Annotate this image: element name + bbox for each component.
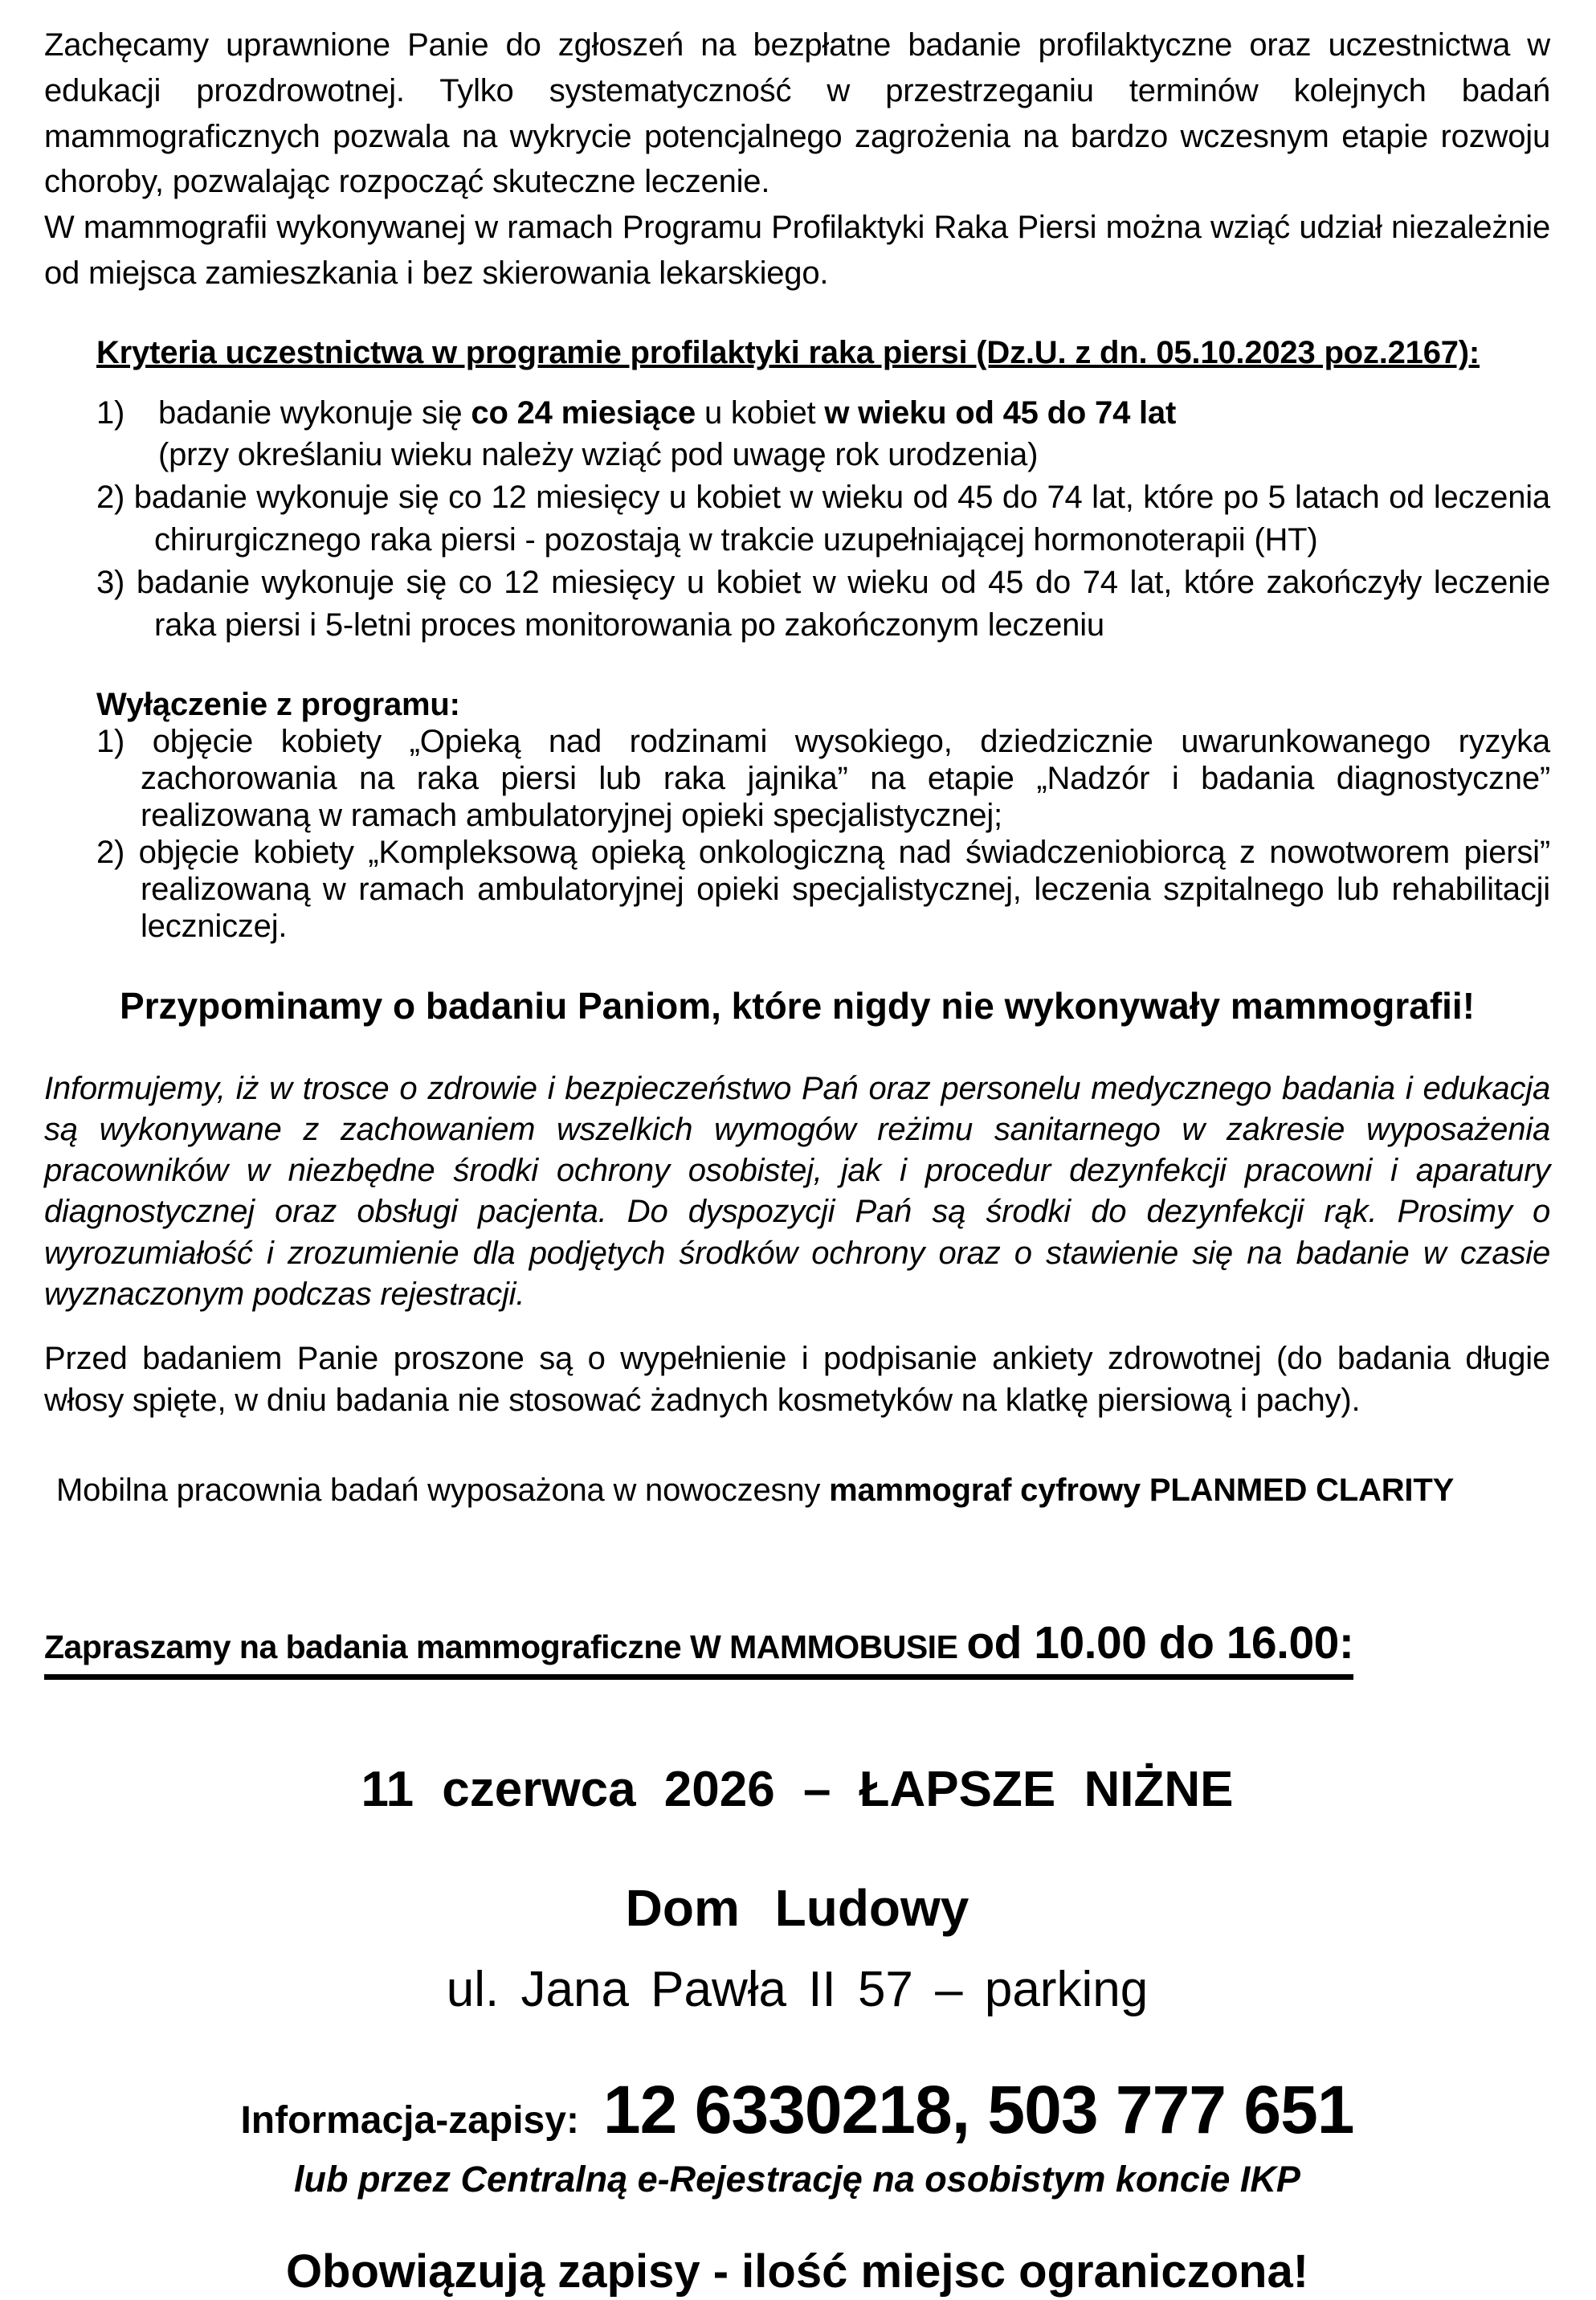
event-address: ul. Jana Pawła II 57 – parking (446, 1961, 1149, 2017)
exclusion-item-1 (96, 723, 1550, 834)
before-exam-paragraph: Przed badaniem Panie proszone są o wypełnienie i podpisanie ankiety zdrowotnej (do badania długie włosy spięte, w dniu badania nie stosować żadnych kosmetyków na klatkę piersiową i pachy). (44, 1340, 1550, 1418)
invitation-hours: od 10.00 do 16.00: (966, 1616, 1354, 1669)
list-marker: 1) (96, 724, 153, 760)
exclusion-item-2-text: objęcie kobiety „Kompleksową opieką onkologiczną nad świadczeniobiorcą z nowotworem piersi” realizowaną w ramach ambulatoryjnej opieki specjalistycznej, leczenia szpitalnego lub rehabilitacji leczniczej. (138, 835, 1550, 945)
event-venue: Dom Ludowy (625, 1879, 969, 1938)
criteria-item-1-text: badanie wykonuje się co 24 miesiące u kobiet w wieku od 45 do 74 lat (158, 394, 1177, 431)
criteria-heading: Kryteria uczestnictwa w programie profilaktyki raka piersi (Dz.U. z dn. 05.10.2023 poz.2167): (96, 334, 1480, 370)
contact-line (44, 2073, 1550, 2147)
contact-label: Informacja-zapisy: (240, 2099, 579, 2143)
registration-required-note: Obowiązują zapisy - ilość miejsc ograniczona! (285, 2245, 1309, 2298)
contact-alt-registration: lub przez Centralną e-Rejestrację na osobistym koncie IKP (294, 2158, 1300, 2200)
criteria-item-3 (96, 562, 1550, 647)
criteria-item-1 (96, 392, 1550, 477)
invitation-prefix: Zapraszamy na badania mammograficzne W MAMMOBUSIE (44, 1628, 967, 1665)
exclusion-item-1-text: objęcie kobiety „Opieką nad rodzinami wysokiego, dziedzicznie uwarunkowanego ryzyka zachorowania na raka piersi lub raka jajnika” na etapie „Nadzór i badania diagnostyczne” realizowaną w ramach ambulatoryjnej opieki specjalistycznej; (141, 724, 1550, 834)
criteria-item-1-note: (przy określaniu wieku należy wziąć pod uwagę rok urodzenia) (158, 437, 1039, 473)
contact-phone-numbers: 12 6330218, 503 777 651 (602, 2072, 1354, 2148)
exclusion-heading: Wyłączenie z programu: (96, 687, 460, 723)
criteria-item-3-text: badanie wykonuje się co 12 miesięcy u kobiet w wieku od 45 do 74 lat, które zakończyły leczenie raka piersi i 5-letni proces monitorowania po zakończonym leczeniu (136, 564, 1550, 643)
invitation-underlined-text (44, 1616, 1354, 1680)
intro-paragraph-2: W mammografii wykonywanej w ramach Programu Profilaktyki Raka Piersi można wziąć udział niezależnie od miejsca zamieszkania i bez skierowania lekarskiego. (44, 210, 1550, 291)
criteria-list (96, 392, 1550, 647)
criteria-item-2 (96, 476, 1550, 562)
exclusion-section (96, 686, 1550, 945)
sanitary-note-paragraph: Informujemy, iż w trosce o zdrowie i bezpieczeństwo Pań oraz personelu medycznego badania i edukacja są wykonywane z zachowaniem wszelkich wymogów reżimu sanitarnego w zakresie wyposażenia pracowników w niezbędne środki ochrony osobistej, jak i procedur dezynfekcji pracowni i aparatury diagnostycznej oraz obsługi pacjenta. Do dyspozycji Pań są środki do dezynfekcji rąk. Prosimy o wyrozumiałość i zrozumienie dla podjętych środków ochrony oraz o stawienie się na badanie w czasie wyznaczonym podczas rejestracji. (44, 1070, 1550, 1312)
list-marker: 2) (96, 480, 134, 516)
invitation-heading (44, 1616, 1550, 1680)
exclusion-item-2 (96, 834, 1550, 945)
event-date-location: 11 czerwca 2026 – ŁAPSZE NIŻNE (361, 1761, 1234, 1817)
criteria-section (96, 330, 1550, 946)
criteria-item-2-text: badanie wykonuje się co 12 miesięcy u kobiet w wieku od 45 do 74 lat, które po 5 latach od leczenia chirurgicznego raka piersi - pozostają w trakcie uzupełniającej hormonoterapii (HT) (133, 480, 1550, 558)
intro-paragraph-1: Zachęcamy uprawnione Panie do zgłoszeń na bezpłatne badanie profilaktyczne oraz uczestnictwa w edukacji prozdrowotnej. Tylko systematyczność w przestrzeganiu terminów kolejnych badań mammograficznych pozwala na wykrycie potencjalnego zagrożenia na bardzo wczesnym etapie rozwoju choroby, pozwalając rozpocząć skuteczne leczenie. (44, 27, 1550, 200)
list-marker: 2) (96, 835, 139, 871)
reminder-heading: Przypominamy o badaniu Paniom, które nigdy nie wykonywały mammografii! (119, 985, 1476, 1027)
list-marker: 1) (96, 394, 125, 431)
mobile-lab-line: Mobilna pracownia badań wyposażona w nowoczesny mammograf cyfrowy PLANMED CLARITY (56, 1472, 1455, 1508)
list-marker: 3) (96, 564, 137, 600)
